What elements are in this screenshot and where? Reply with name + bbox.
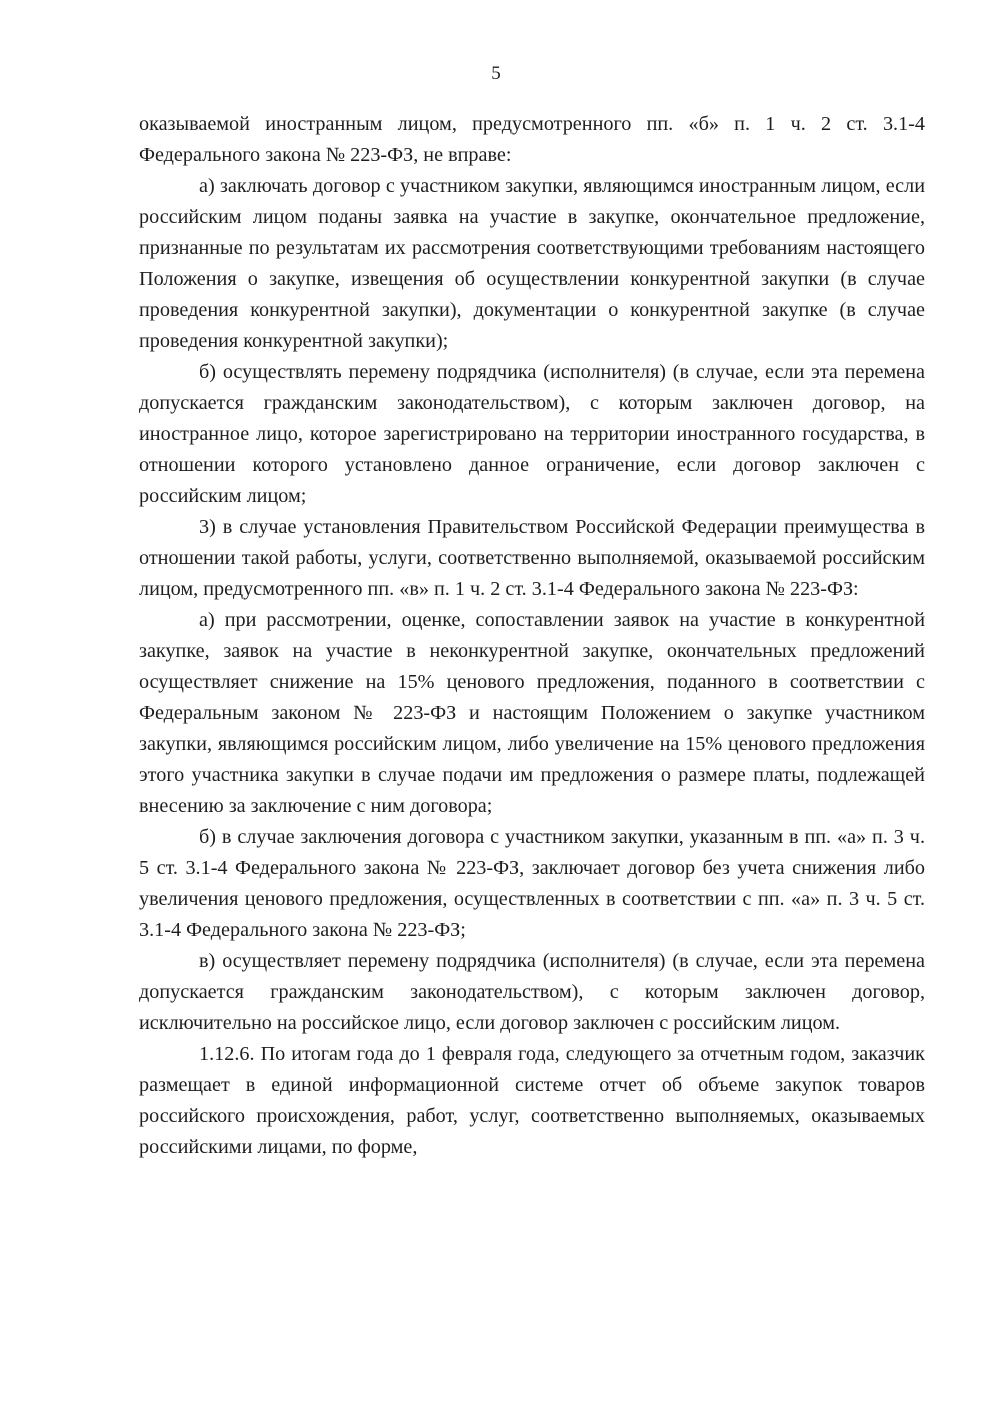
paragraph-continuation: оказываемой иностранным лицом, предусмотренного пп. «б» п. 1 ч. 2 ст. 3.1-4 Федерального закона № 223-ФЗ, не вправе: bbox=[139, 113, 925, 166]
paragraph-item-3: 3) в случае установления Правительством Российской Федерации преимущества в отношении такой работы, услуги, соответственно выполняемой, оказываемой российским лицом, предусмотренного пп. «в» п. 1 ч. 2 ст. 3.1-4 Федерального закона № 223-ФЗ: bbox=[139, 516, 925, 600]
paragraph-item-a-russian: а) при рассмотрении, оценке, сопоставлении заявок на участие в конкурентной закупке, заявок на участие в неконкурентной закупке, окончательных предложений осуществляет снижение на 15% ценового предложения, поданного в соответствии с Федеральным законом № 223-ФЗ и настоящим Положением о закупке участником закупки, являющимся российским лицом, либо увеличение на 15% ценового предложения этого участника закупки в случае подачи им предложения о размере платы, подлежащей внесению за заключение с ним договора; bbox=[139, 609, 925, 817]
paragraph-item-v-russian: в) осуществляет перемену подрядчика (исполнителя) (в случае, если эта перемена допускается гражданским законодательством), с которым заключен договор, исключительно на российское лицо, если договор заключен с российским лицом. bbox=[139, 950, 925, 1034]
paragraph-section-1-12-6: 1.12.6. По итогам года до 1 февраля года, следующего за отчетным годом, заказчик размещает в единой информационной системе отчет об объеме закупок товаров российского происхождения, работ, услуг, соответственно выполняемых, оказываемых российскими лицами, по форме, bbox=[139, 1043, 925, 1158]
page-number: 5 bbox=[491, 63, 501, 84]
paragraph-item-b-foreign: б) осуществлять перемену подрядчика (исполнителя) (в случае, если эта перемена допускается гражданским законодательством), с которым заключен договор, на иностранное лицо, которое зарегистрировано на территории иностранного государства, в отношении которого установлено данное ограничение, если договор заключен с российским лицом; bbox=[139, 361, 925, 507]
paragraph-item-a-foreign: а) заключать договор с участником закупки, являющимся иностранным лицом, если российским лицом поданы заявка на участие в закупке, окончательное предложение, признанные по результатам их рассмотрения соответствующими требованиям настоящего Положения о закупке, извещения об осуществлении конкурентной закупки (в случае проведения конкурентной закупки), документации о конкурентной закупке (в случае проведения конкурентной закупки); bbox=[139, 175, 925, 352]
document-body bbox=[139, 109, 925, 1163]
paragraph-item-b-russian: б) в случае заключения договора с участником закупки, указанным в пп. «а» п. 3 ч. 5 ст. 3.1-4 Федерального закона № 223-ФЗ, заключает договор без учета снижения либо увеличения ценового предложения, осуществленных в соответствии с пп. «а» п. 3 ч. 5 ст. 3.1-4 Федерального закона № 223-ФЗ; bbox=[139, 826, 925, 941]
